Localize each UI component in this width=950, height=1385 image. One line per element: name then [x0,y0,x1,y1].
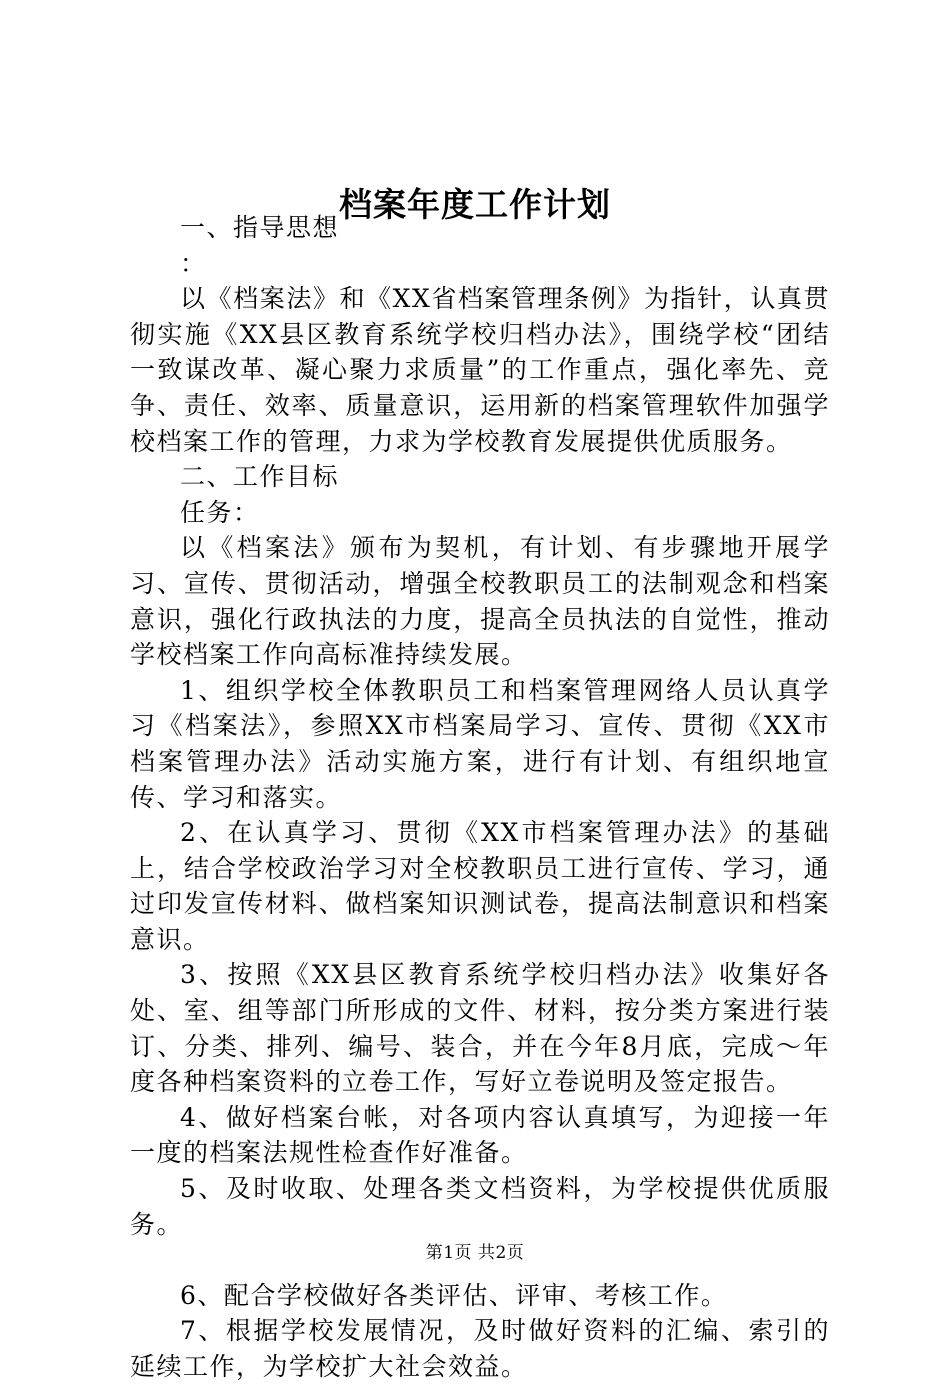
paragraph-guiding-ideology: 以《档案法》和《XX省档案管理条例》为指针，认真贯彻实施《XX县区教育系统学校归档办法》，围绕学校“团结一致谋改革、凝心聚力求质量”的工作重点，强化率先、竞争、责任、效率、质量意识，运用新的档案管理软件加强学校档案工作的管理，力求为学校教育发展提供优质服务。 [130,284,830,456]
document-title: 档案年度工作计划 [339,185,611,224]
list-item-2: 2、在认真学习、贯彻《XX市档案管理办法》的基础上，结合学校政治学习对全校教职员工进行宣传、学习，通过印发宣传材料、做档案知识测试卷，提高法制意识和档案意识。 [130,818,830,954]
colon-line: ： [180,248,207,278]
tasks-label: 任务： [180,497,260,527]
paragraph-tasks-intro: 以《档案法》颁布为契机，有计划、有步骤地开展学习、宣传、贯彻活动，增强全校教职员工的法制观念和档案意识，强化行政执法的力度，提高全员执法的自觉性，推动学校档案工作向高标准持续发展。 [130,533,830,670]
list-item-1: 1、组织学校全体教职员工和档案管理网络人员认真学习《档案法》，参照XX市档案局学习、宣传、贯彻《XX市档案管理办法》活动实施方案，进行有计划、有组织地宣传、学习和落实。 [130,675,830,812]
section-heading-guiding-ideology: 一、指导思想 [180,213,340,242]
page-footer: 第1页 共2页 [425,1243,525,1263]
list-item-5: 5、及时收取、处理各类文档资料，为学校提供优质服务。 [130,1174,830,1239]
document-body [130,210,830,1385]
list-item-7: 7、根据学校发展情况，及时做好资料的汇编、索引的延续工作，为学校扩大社会效益。 [130,1316,830,1381]
list-item-3: 3、按照《XX县区教育系统学校归档办法》收集好各处、室、组等部门所形成的文件、材料，按分类方案进行装订、分类、排列、编号、装合，并在今年8月底，完成～年度各种档案资料的立卷工作，写好立卷说明及签定报告。 [130,960,830,1097]
section-heading-work-goals: 二、工作目标 [180,462,340,492]
list-item-6: 6、配合学校做好各类评估、评审、考核工作。 [180,1280,728,1310]
list-item-4: 4、做好档案台帐，对各项内容认真填写，为迎接一年一度的档案法规性检查作好准备。 [130,1102,830,1168]
